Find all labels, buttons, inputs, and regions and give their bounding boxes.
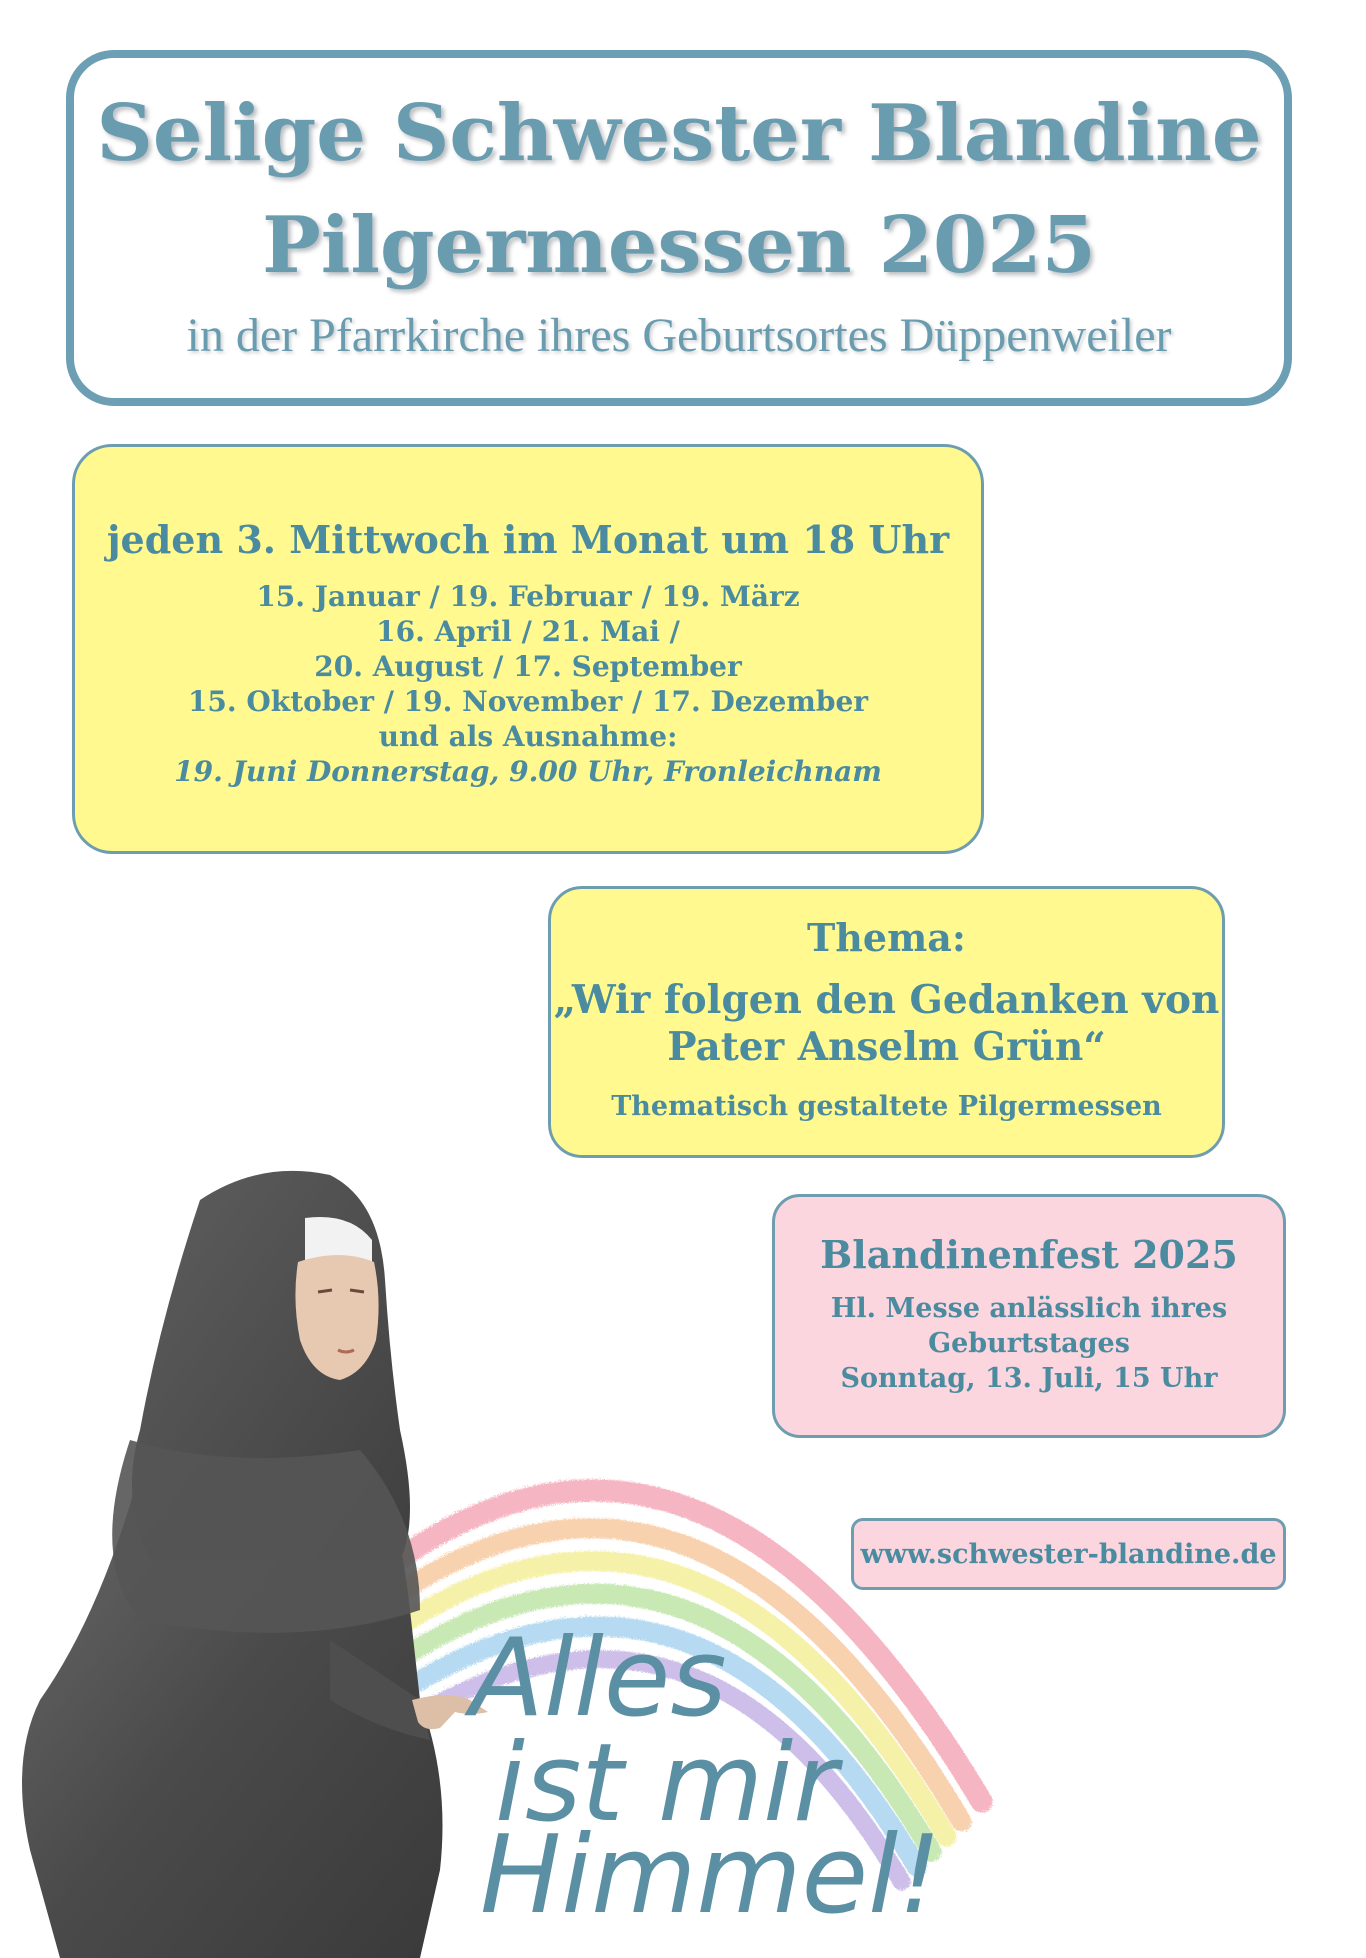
schedule-heading: jeden 3. Mittwoch im Monat um 18 Uhr xyxy=(106,517,950,562)
schedule-line: 20. August / 17. September xyxy=(314,650,742,683)
slogan-line-3: Himmel! xyxy=(480,1813,942,1938)
theme-title-line-1: „Wir folgen den Gedanken von xyxy=(553,977,1220,1023)
theme-label: Thema: xyxy=(807,915,966,960)
header-subtitle: in der Pfarrkirche ihres Geburtsortes Düppenweiler xyxy=(186,309,1172,362)
theme-box xyxy=(548,886,1225,1158)
schedule-line: und als Ausnahme: xyxy=(378,720,678,753)
theme-subtitle: Thematisch gestaltete Pilgermessen xyxy=(611,1091,1162,1122)
schedule-line: 15. Januar / 19. Februar / 19. März xyxy=(256,580,800,613)
schedule-exception: 19. Juni Donnerstag, 9.00 Uhr, Fronleichnam xyxy=(174,755,882,788)
fest-title: Blandinenfest 2025 xyxy=(820,1232,1238,1277)
theme-title-line-2: Pater Anselm Grün“ xyxy=(667,1024,1106,1070)
fest-line-2: Geburtstages xyxy=(928,1328,1130,1359)
nun-statue-illustration xyxy=(0,1150,1366,1958)
title-line-2: Pilgermessen 2025 xyxy=(262,200,1096,291)
slogan-line-2: ist mir xyxy=(495,1721,838,1846)
title-line-1: Selige Schwester Blandine xyxy=(96,88,1262,179)
header-banner xyxy=(66,50,1292,406)
rainbow-illustration xyxy=(380,1489,980,1880)
fest-line-3: Sonntag, 13. Juli, 15 Uhr xyxy=(840,1363,1218,1394)
schedule-line: 15. Oktober / 19. November / 17. Dezember xyxy=(187,685,869,718)
schedule-line: 16. April / 21. Mai / xyxy=(376,615,680,648)
website-link[interactable]: www.schwester-blandine.de xyxy=(860,1538,1277,1570)
slogan-line-1: Alles xyxy=(470,1616,727,1741)
fest-line-1: Hl. Messe anlässlich ihres xyxy=(830,1293,1228,1324)
schedule-box xyxy=(72,444,984,854)
